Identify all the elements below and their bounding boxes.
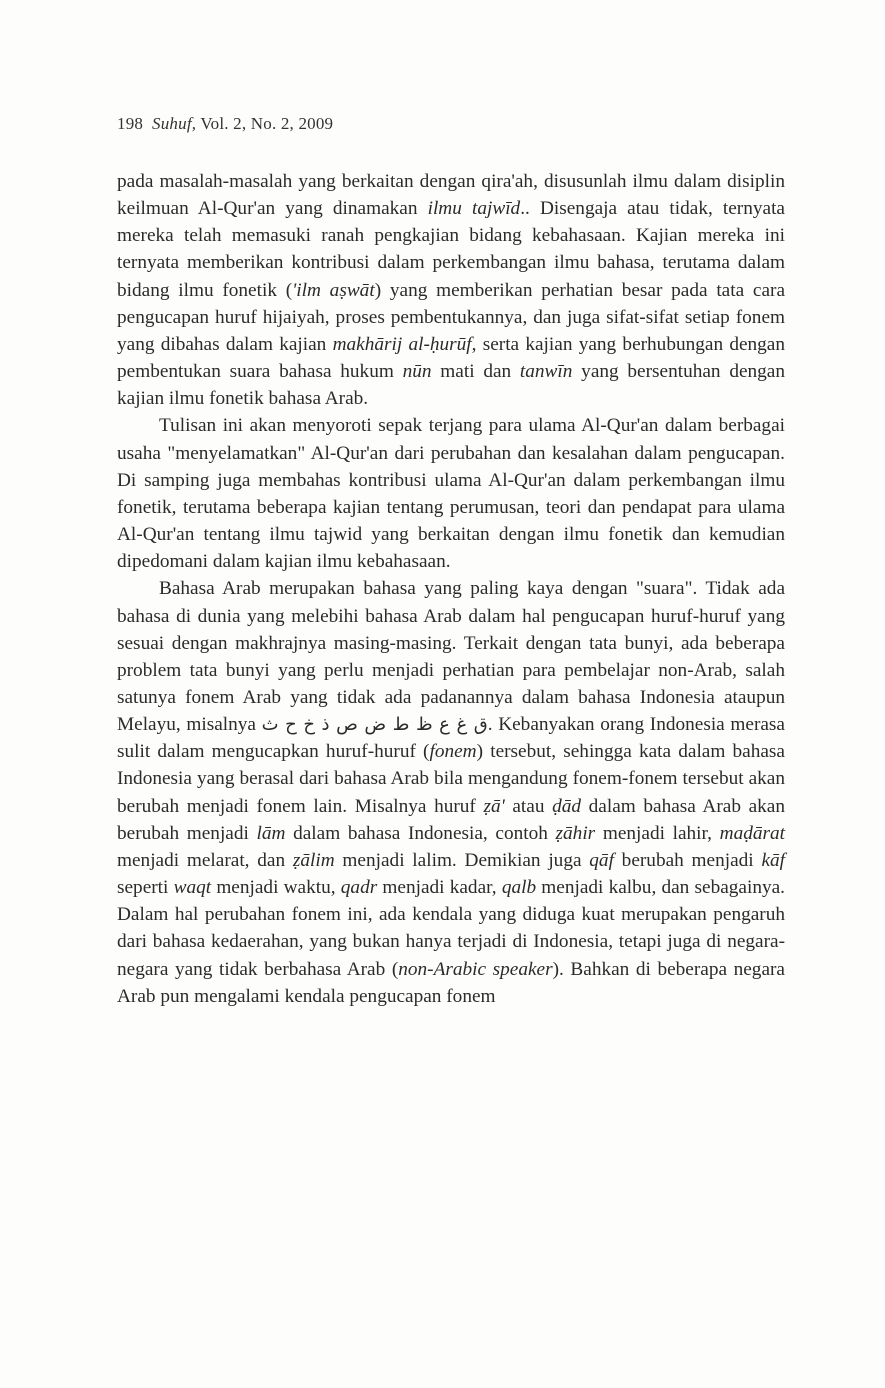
volume-info: Vol. 2, No. 2, 2009 bbox=[200, 114, 334, 133]
page-number: 198 bbox=[117, 114, 144, 133]
arabic-letters: ق غ ع ظ ط ض ص ذ خ ح ث bbox=[261, 714, 488, 736]
body-text bbox=[117, 168, 785, 1010]
paragraph-2: Tulisan ini akan menyoroti sepak terjang para ulama Al-Qur'an dalam berbagai usaha "menyelamatkan" Al-Qur'an dari perubahan dan kesalahan dalam pengucapan. Di samping juga membahas kontribusi ulama Al-Qur'an dalam perkembangan ilmu fonetik, terutama beberapa kajian tentang perumusan, teori dan pendapat para ulama Al-Qur'an tentang ilmu tajwid yang berkaitan dengan ilmu fonetik dan kemudian dipedomani dalam kajian ilmu kebahasaan. bbox=[117, 415, 785, 573]
paragraph-1: pada masalah-masalah yang berkaitan dengan qira'ah, disusunlah ilmu dalam disiplin keilmuan Al-Qur'an yang dinamakan ilmu tajwīd.. Disengaja atau tidak, ternyata mereka telah memasuki ranah pengkajian bidang kebahasaan. Kajian mereka ini ternyata memberikan kontribusi dalam perkembangan ilmu bahasa, terutama dalam bidang ilmu fonetik ('ilm aṣwāt) yang memberikan perhatian besar pada tata cara pengucapan huruf hijaiyah, proses pembentukannya, dan juga sifat-sifat setiap fonem yang dibahas dalam kajian makhārij al-ḥurūf, serta kajian yang berhubungan dengan pembentukan suara bahasa hukum nūn mati dan tanwīn yang bersentuhan dengan kajian ilmu fonetik bahasa Arab. bbox=[117, 171, 786, 410]
paragraph-3: Bahasa Arab merupakan bahasa yang paling kaya dengan "suara". Tidak ada bahasa di dunia yang melebihi bahasa Arab dalam hal pengucapan huruf-huruf yang sesuai dengan makhrajnya masing-masing. Terkait dengan tata bunyi, ada beberapa problem tata bunyi yang perlu menjadi perhatian para pembelajar non-Arab, salah satunya fonem Arab yang tidak ada padanannya dalam bahasa Indonesia ataupun Melayu, misalnya ق غ ع ظ ط ض ص ذ خ ح ث. Kebanyakan orang Indonesia merasa sulit dalam mengucapkan huruf-huruf (fonem) tersebut, sehingga kata dalam bahasa Indonesia yang berasal dari bahasa Arab bila mengandung fonem-fonem tersebut akan berubah menjadi fonem lain. Misalnya huruf ẓā' atau ḍād dalam bahasa Arab akan berubah menjadi lām dalam bahasa Indonesia, contoh ẓāhir menjadi lahir, maḍārat menjadi melarat, dan ẓālim menjadi lalim. Demikian juga qāf berubah menjadi kāf seperti waqt menjadi waktu, qadr menjadi kadar, qalb menjadi kalbu, dan sebagainya. Dalam hal perubahan fonem ini, ada kendala yang diduga kuat merupakan pengaruh dari bahasa kedaerahan, yang bukan hanya terjadi di Indonesia, tetapi juga di negara-negara yang tidak berbahasa Arab (non-Arabic speaker). Bahkan di beberapa negara Arab pun mengalami kendala pengucapan fonem bbox=[117, 578, 785, 1007]
journal-title: Suhuf, bbox=[152, 114, 197, 133]
running-header bbox=[117, 114, 333, 134]
